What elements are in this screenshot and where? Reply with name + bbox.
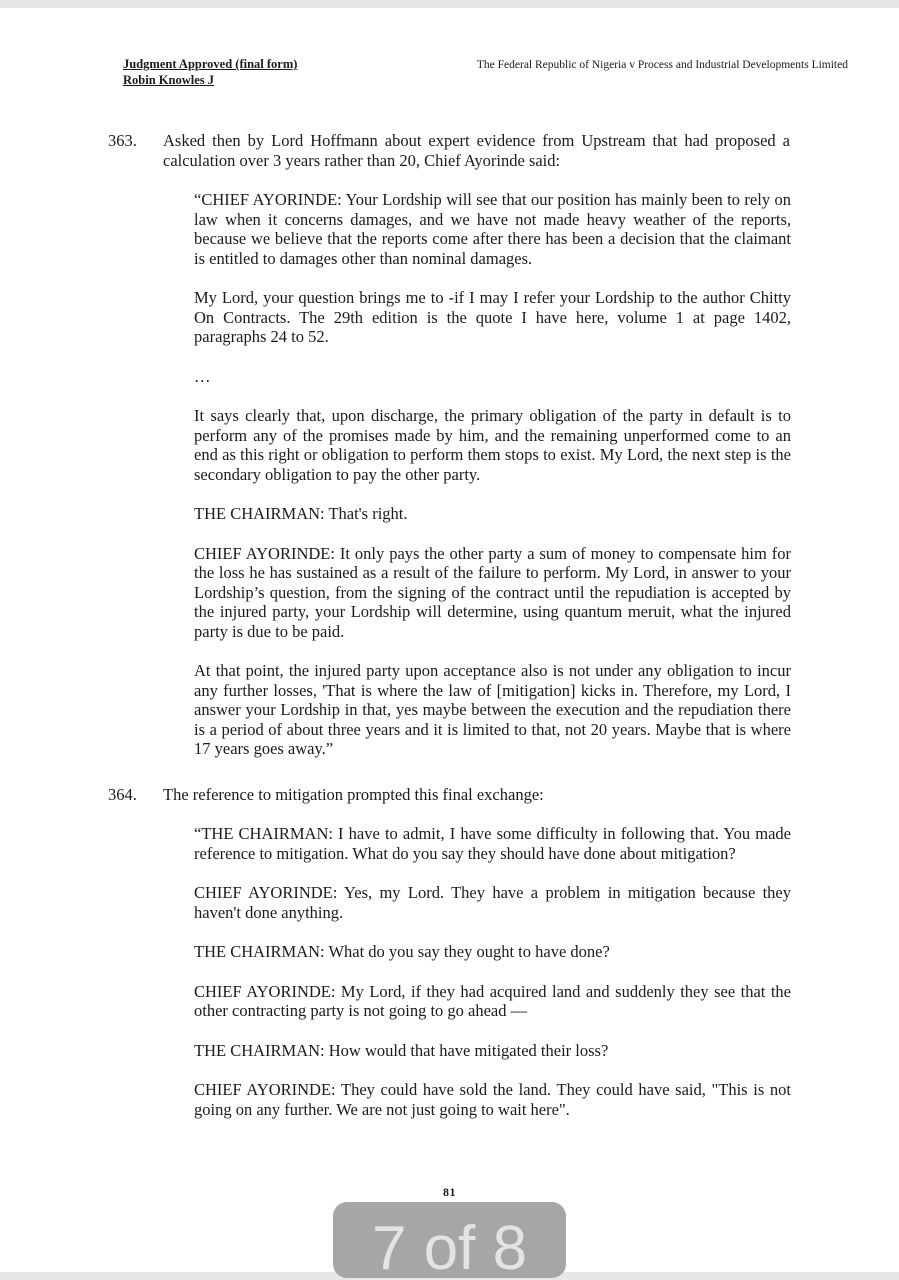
header-title-line2: Robin Knowles J	[123, 73, 214, 87]
quote-block: CHIEF AYORINDE: My Lord, if they had acquired land and suddenly they see that the other contracting party is not going to go ahead —	[194, 981, 791, 1020]
paragraph-lead-text: The reference to mitigation prompted this final exchange:	[163, 784, 544, 804]
paragraph-363	[108, 131, 790, 170]
page-indicator-overlay	[333, 1202, 566, 1278]
quote-block: THE CHAIRMAN: What do you say they ought to have done?	[194, 942, 610, 961]
header-title-line1: Judgment Approved (final form)	[123, 57, 298, 71]
document-header	[123, 56, 848, 88]
quote-block: My Lord, your question brings me to -if I may I refer your Lordship to the author Chitty On Contracts. The 29th edition is the quote I have here, volume 1 at page 1402, paragraphs 24 to 52.	[194, 288, 791, 346]
document-page-number: 81	[443, 1185, 456, 1199]
quote-block: “THE CHAIRMAN: I have to admit, I have some difficulty in following that. You made reference to mitigation. What do you say they should have done about mitigation?	[194, 824, 791, 863]
quote-block: THE CHAIRMAN: How would that have mitigated their loss?	[194, 1040, 609, 1060]
header-title-block	[123, 56, 297, 88]
paragraph-364	[108, 785, 790, 805]
quote-block: It says clearly that, upon discharge, the primary obligation of the party in default is to perform any of the promises made by him, and the remaining unperformed come to an end as this right or obligation to perform them stops to exist. My Lord, the next step is the secondary obligation to pay the other party.	[194, 406, 791, 484]
paragraph-number: 364.	[108, 784, 137, 804]
quote-block: CHIEF AYORINDE: Yes, my Lord. They have a problem in mitigation because they haven't done anything.	[194, 883, 791, 922]
page-gap-top	[0, 0, 899, 8]
paragraph-number: 363.	[108, 131, 137, 150]
page-indicator-label: 7 of 8	[371, 1214, 528, 1278]
quote-block: CHIEF AYORINDE: It only pays the other party a sum of money to compensate him for the loss he has sustained as a result of the failure to perform. My Lord, in answer to your Lordship’s question, from the signing of the contract until the repudiation is accepted by the injured party, your Lordship will determine, using quantum meruit, what the injured party is due to be paid.	[194, 543, 791, 641]
quote-block: CHIEF AYORINDE: They could have sold the land. They could have said, "This is not going on any further. We are not just going to wait here".	[194, 1080, 791, 1119]
paragraph-lead-text: Asked then by Lord Hoffmann about expert evidence from Upstream that had proposed a calculation over 3 years rather than 20, Chief Ayorinde said:	[163, 131, 790, 170]
header-case-name: The Federal Republic of Nigeria v Process and Industrial Developments Limited	[476, 59, 848, 71]
quote-ellipsis: …	[194, 366, 211, 386]
quote-block: “CHIEF AYORINDE: Your Lordship will see that our position has mainly been to rely on law when it concerns damages, and we have not made heavy weather of the reports, because we believe that the reports come after there has been a decision that the claimant is entitled to damages other than nominal damages.	[194, 190, 791, 268]
quote-block: At that point, the injured party upon acceptance also is not under any obligation to incur any further losses, 'That is where the law of [mitigation] kicks in. Therefore, my Lord, I answer your Lordship in that, yes maybe between the execution and the repudiation there is a period of about three years and it is limited to that, not 20 years. Maybe that is where 17 years goes away.”	[194, 661, 791, 758]
quote-block: THE CHAIRMAN: That's right.	[194, 504, 408, 523]
document-body	[0, 131, 899, 1119]
